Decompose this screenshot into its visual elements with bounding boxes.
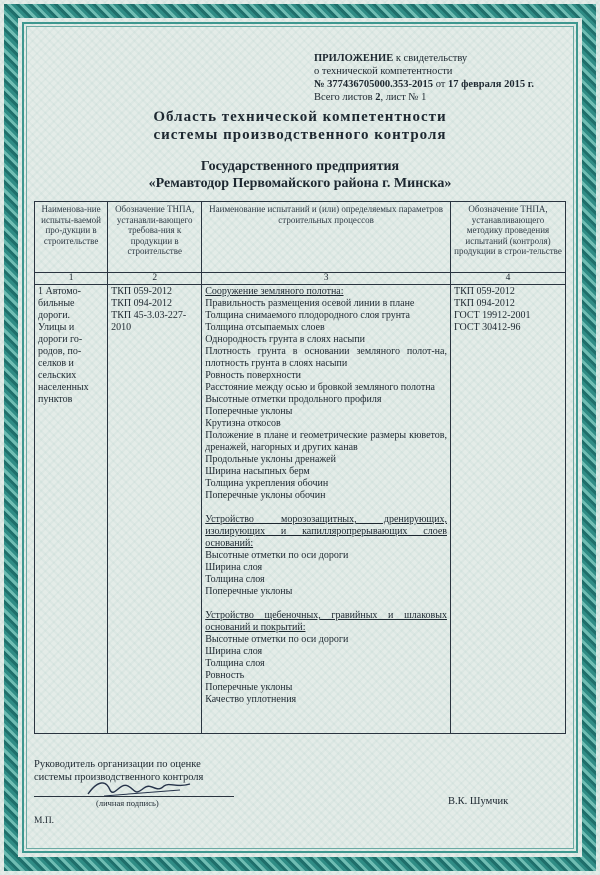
appendix-header <box>314 52 574 104</box>
org-line-2: «Ремавтодор Первомайского района г. Минска» <box>148 176 452 191</box>
test-item: Толщина слоя <box>205 574 265 585</box>
certificate-number: № 377436705000.353-2015 <box>314 79 434 90</box>
header-tnpa-requirements: Обозначение ТНПА, устанавли-вающего требова-ния к продукции в строительстве <box>108 202 202 273</box>
signatory-name: В.К. Шумчик <box>448 796 509 807</box>
signatory-role-line-2: системы производственного контроля <box>34 772 204 783</box>
tests-cell <box>202 285 451 734</box>
column-number: 1 <box>35 273 108 285</box>
test-item: Поперечные уклоны <box>205 682 293 693</box>
tnpa-code: ГОСТ 19912-2001 <box>453 310 531 321</box>
signature-line <box>34 796 234 797</box>
product-line: населенных <box>38 382 89 393</box>
tnpa-code: ТКП 059-2012 <box>453 286 515 297</box>
test-item: Ровность поверхности <box>205 370 301 381</box>
product-line: дороги го- <box>38 334 83 345</box>
seal-place: М.П. <box>34 816 55 826</box>
column-numbers-row <box>35 273 566 285</box>
appendix-to-certificate: к свидетельству <box>393 53 468 64</box>
test-item: Ровность <box>205 670 245 681</box>
test-item: Высотные отметки продольного профиля <box>205 394 382 405</box>
org-line-1: Государственного предприятия <box>200 159 400 174</box>
test-item: Толщина укрепления обочин <box>205 478 329 489</box>
product-line: дороги. <box>38 310 71 321</box>
test-item: Правильность размещения осевой линии в плане <box>205 298 415 309</box>
product-line: селков и <box>38 358 74 369</box>
header-product: Наименова-ние испыты-ваемой про-дукции в строительстве <box>35 202 108 273</box>
test-item: Плотность грунта в основании земляного полот-на, плотность грунта в слоях насыпи <box>205 346 447 369</box>
table-header-row <box>35 202 566 273</box>
column-number: 3 <box>202 273 451 285</box>
tnpa-code: ТКП 45-3.03-227- <box>111 310 187 321</box>
tnpa-code: 2010 <box>111 322 132 333</box>
test-item: Поперечные уклоны <box>205 586 293 597</box>
test-item: Продольные уклоны дренажей <box>205 454 336 465</box>
test-item: Ширина слоя <box>205 562 263 573</box>
product-line: Улицы и <box>38 322 75 333</box>
product-line: бильные <box>38 298 75 309</box>
appendix-label: ПРИЛОЖЕНИЕ <box>314 53 394 64</box>
signatory-role-line-1: Руководитель организации по оценке <box>34 759 201 770</box>
test-item: Поперечные уклоны обочин <box>205 490 326 501</box>
test-item: Ширина насыпных берм <box>205 466 310 477</box>
tnpa-code: ТКП 094-2012 <box>111 298 172 309</box>
table-row <box>35 285 566 734</box>
section-heading: Устройство морозозащитных, дренирующих, изолирующих и капилляропрерывающих слоев оснований: <box>205 514 447 549</box>
document-title <box>34 108 566 144</box>
spacer <box>205 598 447 610</box>
section-heading: Устройство щебеночных, гравийных и шлаковых оснований и покрытий: <box>205 610 447 633</box>
test-item: Высотные отметки по оси дороги <box>205 634 349 645</box>
tnpa-methods-cell <box>450 285 565 734</box>
tnpa-requirements-cell <box>108 285 202 734</box>
test-item: Толщина снимаемого плодородного слоя грунта <box>205 310 410 321</box>
tnpa-code: ГОСТ 30412-96 <box>453 322 521 333</box>
test-item: Толщина отсыпаемых слоев <box>205 322 325 333</box>
test-item: Однородность грунта в слоях насыпи <box>205 334 365 345</box>
title-line-2: системы производственного контроля <box>153 127 447 143</box>
tnpa-code: ТКП 059-2012 <box>111 286 172 297</box>
test-item: Крутизна откосов <box>205 418 281 429</box>
title-line-1: Область технической компетентности <box>153 109 447 125</box>
column-number: 2 <box>108 273 202 285</box>
test-item: Толщина слоя <box>205 658 265 669</box>
competence-table <box>34 201 566 734</box>
spacer <box>205 502 447 514</box>
certificate-date: 17 февраля 2015 г. <box>448 79 534 90</box>
product-line: пунктов <box>38 394 73 405</box>
column-number: 4 <box>450 273 565 285</box>
product-line: 1 Автомо- <box>38 286 81 297</box>
organization-title <box>34 158 566 192</box>
appendix-competence: о технической компетентности <box>314 66 453 77</box>
header-tests: Наименование испытаний и (или) определяемых параметров строительных процессов <box>202 202 451 273</box>
total-sheets: 2 <box>375 92 381 103</box>
certificate-from: от <box>433 79 449 90</box>
test-item: Ширина слоя <box>205 646 263 657</box>
test-item: Качество уплотнения <box>205 694 297 705</box>
header-tnpa-methods: Обозначение ТНПА, устанавливающего методику проведения испытаний (контроля) продукции в строи-тельстве <box>450 202 565 273</box>
test-item: Положение в плане и геометрические размеры кюветов, дренажей, нагорных и других канав <box>205 430 447 453</box>
test-item: Высотные отметки по оси дороги <box>205 550 349 561</box>
product-line: родов, по- <box>38 346 82 357</box>
test-item: Расстояние между осью и бровкой земляного полотна <box>205 382 435 393</box>
signature-caption: (личная подпись) <box>96 798 159 808</box>
section-heading: Сооружение земляного полотна: <box>205 286 344 297</box>
product-line: сельских <box>38 370 77 381</box>
total-sheets-label: Всего листов <box>314 92 376 103</box>
sheet-number: 1 <box>421 92 427 103</box>
tnpa-code: ТКП 094-2012 <box>453 298 515 309</box>
product-cell <box>35 285 108 734</box>
sheet-label: , лист № <box>380 92 422 103</box>
test-item: Поперечные уклоны <box>205 406 293 417</box>
